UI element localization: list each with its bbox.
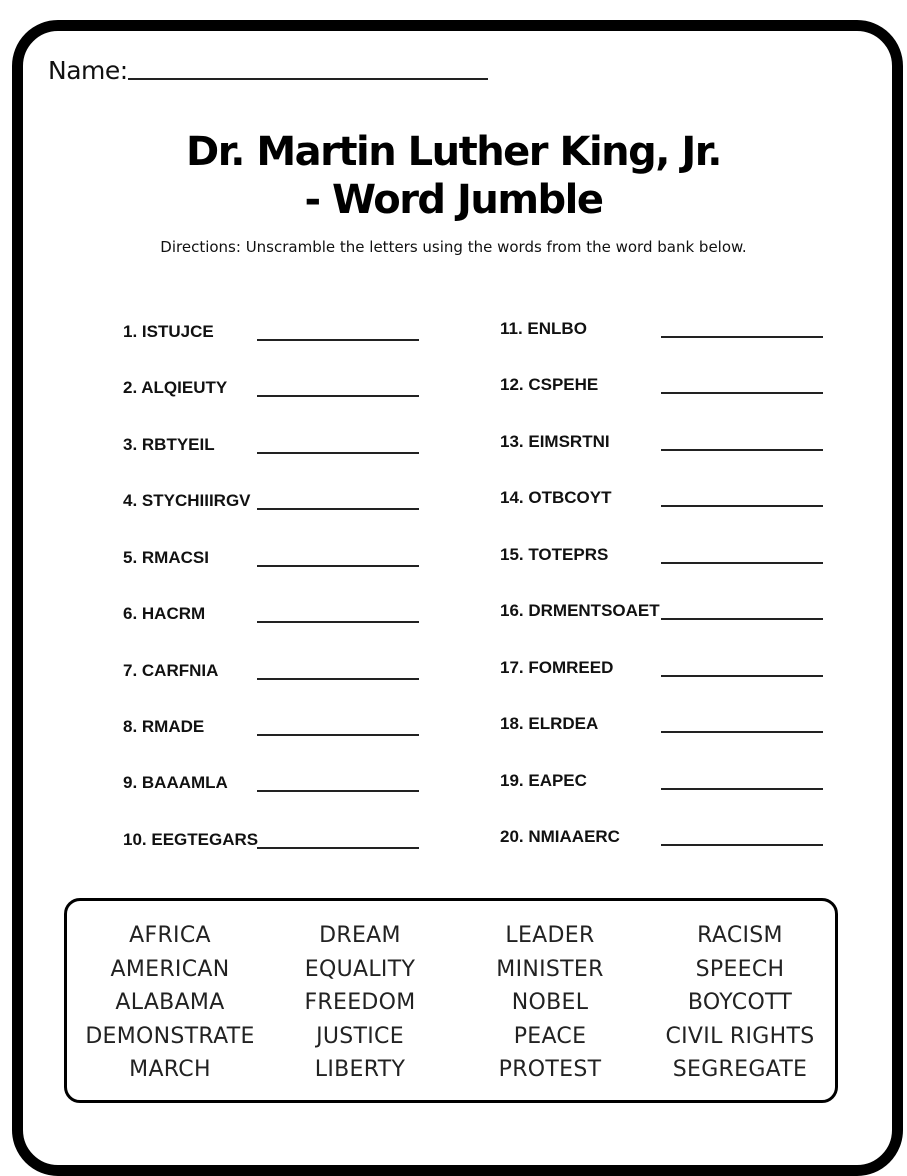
word-bank-word: DEMONSTRATE: [85, 1023, 255, 1049]
word-bank-word: BOYCOTT: [687, 990, 793, 1015]
word-bank-word: RACISM: [697, 923, 783, 948]
word-bank-word: MINISTER: [496, 956, 604, 982]
word-bank-word: JUSTICE: [316, 1023, 404, 1049]
jumble-word: 11. ENLBO: [500, 319, 587, 338]
answer-line[interactable]: [257, 395, 419, 397]
jumble-word: 20. NMIAAERC: [500, 827, 620, 846]
word-bank-word: SPEECH: [695, 956, 785, 982]
answer-line[interactable]: [661, 392, 823, 394]
directions-text: Directions: Unscramble the letters using the words from the word bank below.: [160, 238, 747, 256]
jumble-word: 1. ISTUJCE: [123, 322, 214, 341]
word-bank-column-4: [645, 919, 835, 1087]
jumble-word: 5. RMACSI: [123, 548, 209, 567]
worksheet-title: [0, 128, 907, 224]
jumble-word: 16. DRMENTSOAET: [500, 601, 660, 620]
word-bank-word: FREEDOM: [304, 990, 416, 1015]
word-bank-word: MARCH: [129, 1057, 211, 1082]
answer-line[interactable]: [257, 339, 419, 341]
answer-line[interactable]: [661, 788, 823, 790]
word-bank-word: LIBERTY: [314, 1057, 406, 1082]
jumble-word: 15. TOTEPRS: [500, 545, 609, 564]
answer-line[interactable]: [661, 449, 823, 451]
word-bank-word: AMERICAN: [110, 956, 230, 982]
answer-line[interactable]: [661, 844, 823, 846]
jumble-word: 14. OTBCOYT: [500, 488, 612, 507]
jumble-word: 18. ELRDEA: [500, 714, 599, 733]
jumble-word: 9. BAAAMLA: [123, 773, 228, 792]
word-bank-word: ALABAMA: [115, 990, 225, 1015]
word-bank-word: PEACE: [513, 1023, 587, 1049]
answer-line[interactable]: [661, 336, 823, 338]
answer-line[interactable]: [257, 734, 419, 736]
word-bank-word: SEGREGATE: [672, 1057, 808, 1082]
word-bank-word: EQUALITY: [304, 956, 416, 982]
word-bank-column-1: [75, 919, 265, 1087]
answer-line[interactable]: [661, 731, 823, 733]
word-bank: [64, 898, 838, 1103]
word-bank-word: NOBEL: [511, 990, 589, 1015]
jumble-word: 19. EAPEC: [500, 771, 587, 790]
answer-line[interactable]: [661, 505, 823, 507]
answer-line[interactable]: [661, 618, 823, 620]
answer-line[interactable]: [257, 565, 419, 567]
title-line-2: - Word Jumble: [304, 177, 603, 223]
jumble-word: 2. ALQIEUTY: [123, 378, 228, 397]
name-write-line[interactable]: [128, 78, 488, 80]
jumble-word: 4. STYCHIIIRGV: [123, 491, 251, 510]
jumble-word: 10. EEGTEGARS: [123, 830, 259, 849]
word-bank-word: DREAM: [319, 923, 401, 948]
answer-line[interactable]: [257, 452, 419, 454]
jumble-word: 7. CARFNIA: [123, 661, 219, 680]
word-bank-column-2: [265, 919, 455, 1087]
title-line-1: Dr. Martin Luther King, Jr.: [186, 129, 721, 175]
word-bank-word: LEADER: [505, 923, 595, 948]
jumble-word: 17. FOMREED: [500, 658, 614, 677]
jumble-word: 8. RMADE: [123, 717, 205, 736]
answer-line[interactable]: [257, 790, 419, 792]
answer-line[interactable]: [257, 621, 419, 623]
jumble-word: 3. RBTYEIL: [123, 435, 215, 454]
word-bank-word: CIVIL RIGHTS: [665, 1023, 815, 1049]
answer-line[interactable]: [661, 675, 823, 677]
word-bank-word: AFRICA: [129, 923, 211, 948]
jumble-word: 6. HACRM: [123, 604, 206, 623]
jumble-word: 12. CSPEHE: [500, 375, 599, 394]
answer-line[interactable]: [257, 508, 419, 510]
name-label: Name:: [48, 56, 128, 85]
answer-line[interactable]: [257, 847, 419, 849]
word-bank-word: PROTEST: [498, 1057, 602, 1082]
answer-line[interactable]: [661, 562, 823, 564]
answer-line[interactable]: [257, 678, 419, 680]
word-bank-column-3: [455, 919, 645, 1087]
jumble-word: 13. EIMSRTNI: [500, 432, 610, 451]
